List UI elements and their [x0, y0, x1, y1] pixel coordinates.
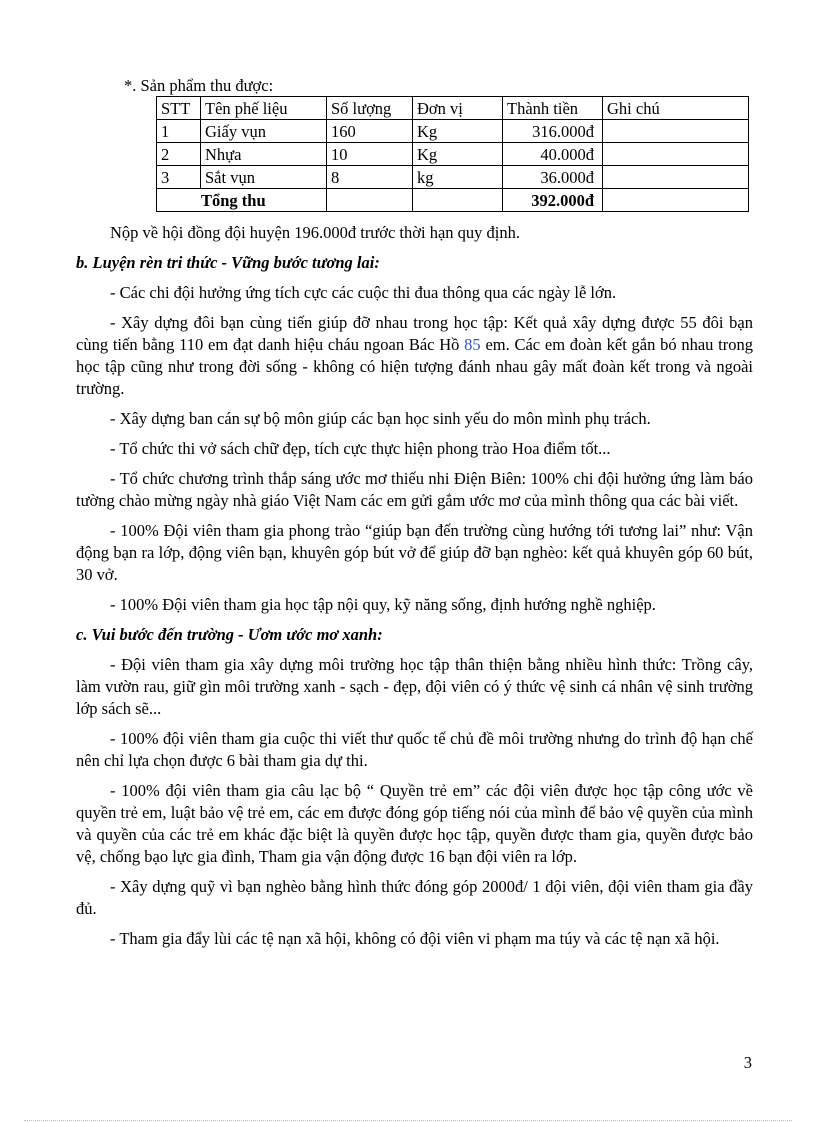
- document-body: [76, 222, 753, 958]
- header-amount: Thành tiền: [503, 97, 603, 120]
- cell-quantity: 8: [327, 166, 413, 189]
- table-row: [157, 143, 749, 166]
- section-c-heading: c. Vui bước đến trường - Ươm ước mơ xanh:: [76, 625, 383, 644]
- footer-divider: [24, 1120, 792, 1121]
- section-b-heading: b. Luyện rèn tri thức - Vững bước tương lai:: [76, 253, 380, 272]
- paragraph-text: - Xây dựng đôi bạn cùng tiến giúp đỡ nhau trong học tập: Kết quả xây dựng được 55 đôi bạn cùng tiến bằng 110 em đạt danh hiệu cháu ngoan Bác Hồ: [76, 313, 753, 354]
- submit-note: Nộp về hội đồng đội huyện 196.000đ trước thời hạn quy định.: [110, 223, 520, 242]
- cell-note: [603, 166, 749, 189]
- header-note: Ghi chú: [603, 97, 749, 120]
- paragraph: - 100% đội viên tham gia cuộc thi viết thư quốc tế chủ đề môi trường nhưng do trình độ hạn chế nên chỉ lựa chọn được 6 bài tham gia dự thi.: [76, 729, 753, 770]
- paragraph: - 100% đội viên tham gia câu lạc bộ “ Quyền trẻ em” các đội viên được học tập công ước về quyền trẻ em, luật bảo vệ trẻ em, các em được đóng góp tiếng nói của mình để bảo vệ quyền của mình và quyền của các trẻ em khác đặc biệt là quyền được học tập, quyền được tham gia, quyền được bảo vệ, chống bạo lực gia đình, Tham gia vận động được 16 bạn đội viên ra lớp.: [76, 781, 753, 866]
- table-row: [157, 120, 749, 143]
- paragraph: [76, 312, 753, 400]
- cell-name: Sắt vụn: [201, 166, 327, 189]
- paragraph: - 100% Đội viên tham gia phong trào “giúp bạn đến trường cùng hướng tới tương lai” như: Vận động bạn ra lớp, động viên bạn, khuyên góp bút vở để giúp đỡ bạn nghèo: kết quả khuyên góp 60 bút, 30 vở.: [76, 521, 753, 584]
- paragraph: - Tổ chức thi vở sách chữ đẹp, tích cực thực hiện phong trào Hoa điểm tốt...: [110, 439, 611, 458]
- cell-name: Giấy vụn: [201, 120, 327, 143]
- cell-quantity: 10: [327, 143, 413, 166]
- paragraph: - Xây dựng ban cán sự bộ môn giúp các bạn học sinh yếu do môn mình phụ trách.: [110, 409, 651, 428]
- cell-quantity: 160: [327, 120, 413, 143]
- table-header-row: [157, 97, 749, 120]
- header-quantity: Số lượng: [327, 97, 413, 120]
- cell-unit: Kg: [413, 143, 503, 166]
- total-label: Tổng thu: [157, 189, 327, 212]
- header-name: Tên phế liệu: [201, 97, 327, 120]
- paragraph-text: em. Các em đoàn kết gắn bó nhau trong học tập cũng như trong đời sống - không có hiện tượng đánh nhau gây mất đoàn kết trong và ngoài trường.: [76, 335, 754, 398]
- products-intro: *. Sản phẩm thu được:: [124, 76, 274, 95]
- page-number: 3: [743, 1053, 752, 1072]
- paragraph: - Tổ chức chương trình thắp sáng ước mơ thiếu nhi Điện Biên: 100% chi đội hưởng ứng làm báo tường chào mừng ngày nhà giáo Việt Nam các em gửi gắm ước mơ của mình thông qua các bài viết.: [76, 469, 753, 510]
- table-row: [157, 166, 749, 189]
- cell-unit: kg: [413, 166, 503, 189]
- cell-stt: 2: [157, 143, 201, 166]
- cell-amount: 36.000đ: [503, 166, 603, 189]
- scrap-products-table: [156, 96, 749, 212]
- cell-empty: [413, 189, 503, 212]
- table-total-row: [157, 189, 749, 212]
- cell-stt: 1: [157, 120, 201, 143]
- cell-amount: 316.000đ: [503, 120, 603, 143]
- header-unit: Đơn vị: [413, 97, 503, 120]
- cell-note: [603, 120, 749, 143]
- cell-unit: Kg: [413, 120, 503, 143]
- highlighted-number: 85: [464, 335, 481, 354]
- header-stt: STT: [157, 97, 201, 120]
- cell-note: [603, 143, 749, 166]
- paragraph: - Đội viên tham gia xây dựng môi trường học tập thân thiện bằng nhiều hình thức: Trồng cây, làm vườn rau, giữ gìn môi trường xanh - sạch - đẹp, đội viên có ý thức vệ sinh cá nhân vệ sinh trường lớp sách sẽ...: [76, 655, 753, 718]
- cell-empty: [603, 189, 749, 212]
- cell-amount: 40.000đ: [503, 143, 603, 166]
- total-value: 392.000đ: [503, 189, 603, 212]
- cell-stt: 3: [157, 166, 201, 189]
- cell-name: Nhựa: [201, 143, 327, 166]
- paragraph: - 100% Đội viên tham gia học tập nội quy, kỹ năng sống, định hướng nghề nghiệp.: [110, 595, 656, 614]
- paragraph: - Các chi đội hưởng ứng tích cực các cuộc thi đua thông qua các ngày lễ lớn.: [110, 283, 617, 302]
- cell-empty: [327, 189, 413, 212]
- paragraph: - Xây dựng quỹ vì bạn nghèo bằng hình thức đóng góp 2000đ/ 1 đội viên, đội viên tham gia đầy đủ.: [76, 877, 753, 918]
- paragraph: - Tham gia đẩy lùi các tệ nạn xã hội, không có đội viên vi phạm ma túy và các tệ nạn xã hội.: [110, 929, 720, 948]
